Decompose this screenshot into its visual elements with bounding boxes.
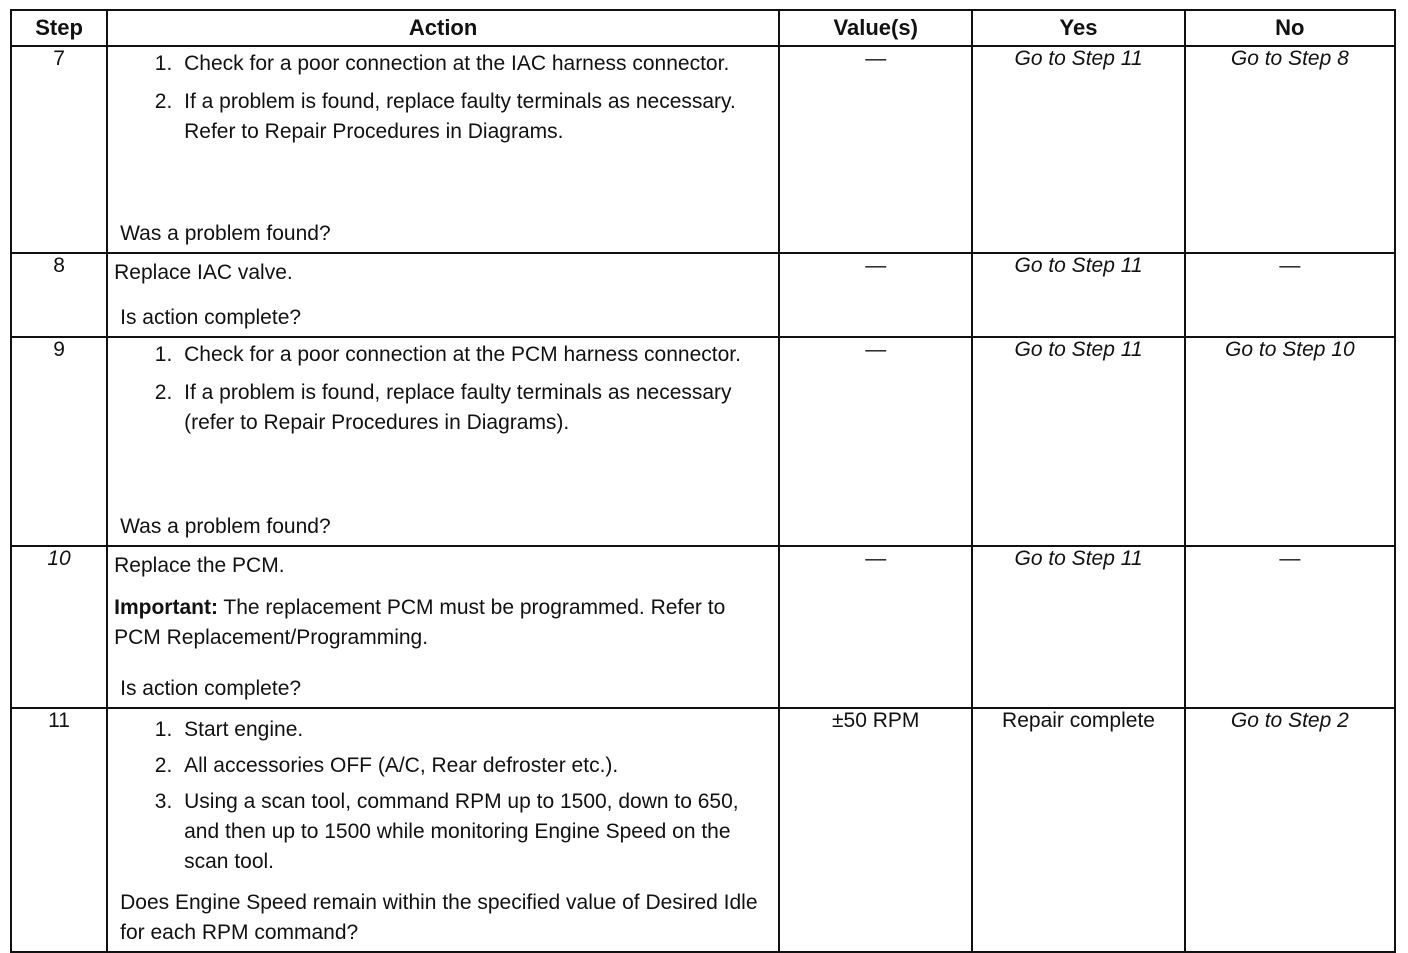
action-list (108, 340, 778, 438)
yes-cell (972, 708, 1184, 952)
step-number: 10 (11, 546, 107, 708)
action-cell (107, 337, 779, 546)
action-cell (107, 46, 779, 253)
no-result: Go to Step 2 (1230, 709, 1349, 732)
value-cell: — (779, 337, 972, 546)
no-cell (1185, 337, 1395, 546)
action-question: Was a problem found? (120, 222, 331, 245)
yes-result: Repair complete (1002, 709, 1155, 732)
action-text: Replace the PCM. (114, 554, 285, 577)
action-list (108, 49, 778, 147)
action-item: 2. All accessories OFF (A/C, Rear defroster etc.). (178, 751, 778, 781)
value-cell: — (779, 546, 972, 708)
action-item: 2. If a problem is found, replace faulty terminals as necessary. Refer to Repair Procedures in Diagrams. (178, 87, 778, 147)
header-no: No (1185, 10, 1395, 46)
no-cell (1185, 253, 1395, 337)
action-cell (107, 253, 779, 337)
action-question: Does Engine Speed remain within the specified value of Desired Idle for each RPM command? (120, 891, 758, 944)
yes-cell (972, 46, 1184, 253)
value-cell: — (779, 46, 972, 253)
yes-result: Go to Step 11 (1014, 47, 1143, 70)
header-yes: Yes (972, 10, 1184, 46)
diagnostic-table (10, 9, 1396, 953)
action-list (108, 715, 778, 877)
important-label: Important: (114, 596, 218, 619)
header-action: Action (107, 10, 779, 46)
action-cell (107, 708, 779, 952)
no-cell (1185, 46, 1395, 253)
yes-result: Go to Step 11 (1014, 547, 1143, 570)
yes-cell (972, 546, 1184, 708)
no-result: Go to Step 10 (1225, 338, 1355, 361)
value-cell: — (779, 253, 972, 337)
no-cell (1185, 708, 1395, 952)
table-row (11, 253, 1395, 337)
action-item: 2. If a problem is found, replace faulty terminals as necessary (refer to Repair Procedures in Diagrams). (178, 378, 778, 438)
header-step: Step (11, 10, 107, 46)
step-number: 9 (11, 337, 107, 546)
table-row (11, 708, 1395, 952)
step-number: 8 (11, 253, 107, 337)
no-cell (1185, 546, 1395, 708)
yes-result: Go to Step 11 (1014, 254, 1143, 277)
no-result: — (1279, 254, 1301, 277)
important-note (114, 593, 768, 653)
step-number: 7 (11, 46, 107, 253)
action-item: 1. Check for a poor connection at the IAC harness connector. (178, 49, 778, 79)
action-item: 3. Using a scan tool, command RPM up to 1500, down to 650, and then up to 1500 while monitoring Engine Speed on the scan tool. (178, 787, 768, 877)
table-row (11, 337, 1395, 546)
action-item: 1. Start engine. (178, 715, 778, 745)
action-question: Was a problem found? (120, 515, 331, 538)
action-cell (107, 546, 779, 708)
table-row (11, 546, 1395, 708)
yes-cell (972, 253, 1184, 337)
header-row (11, 10, 1395, 46)
value-cell: ±50 RPM (779, 708, 972, 952)
important-text: The replacement PCM must be programmed. Refer to PCM Replacement/Programming. (114, 596, 726, 649)
action-item: 1. Check for a poor connection at the PCM harness connector. (178, 340, 778, 370)
action-text: Replace IAC valve. (114, 261, 293, 284)
header-values: Value(s) (779, 10, 972, 46)
step-number: 11 (11, 708, 107, 952)
yes-result: Go to Step 11 (1014, 338, 1143, 361)
action-question: Is action complete? (120, 677, 302, 700)
no-result: — (1279, 547, 1301, 570)
action-question: Is action complete? (120, 306, 302, 329)
table-row (11, 46, 1395, 253)
yes-cell (972, 337, 1184, 546)
no-result: Go to Step 8 (1230, 47, 1349, 70)
